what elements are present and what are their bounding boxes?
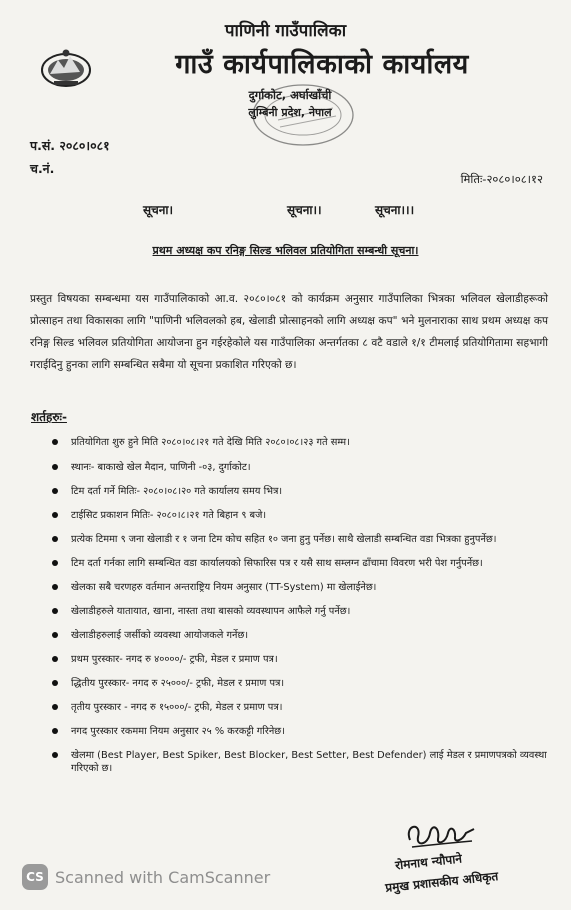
list-item [50,436,550,449]
condition-text: प्रथम पुरस्कार- नगद रु ४००००/- ट्रफी, मेडल र प्रमाण पत्र। [71,654,278,665]
condition-text: टाईसिट प्रकाशन मितिः- २०८०।८।२१ गते बिहान ९ बजे। [71,510,267,521]
notice-label-1: सूचना। [143,203,174,217]
list-item [50,533,550,546]
camscanner-logo-icon: CS [22,864,48,890]
signature-scribble-icon [400,815,480,855]
condition-text: खेलमा (Best Player, Best Spiker, Best Blocker, Best Setter, Best Defender) लाई मेडल र प्रमाणपत्रको व्यवस्था गरिएको छ। [71,750,547,774]
org-name: पाणिनी गाउँपालिका [224,21,347,41]
list-item [50,605,550,618]
condition-text: खेलाडीहरुलाई जर्सीको व्यवस्था आयोजकले गर्नेछ। [71,630,249,641]
bullet-icon [52,439,58,445]
condition-text: खेलाडीहरुले यातायात, खाना, नास्ता तथा बासको व्यवस्थापन आफैले गर्नु पर्नेछ। [71,606,351,617]
condition-text: खेलका सबै चरणहरु वर्तमान अन्तराष्ट्रिय नियम अनुसार (TT-System) मा खेलाईनेछ। [71,582,377,593]
office-seal-icon [248,80,358,150]
bullet-icon [52,536,58,542]
scanner-watermark [0,863,270,891]
dispatch-number: च.नं. [30,161,55,176]
signatory-title: प्रमुख प्रशासकीय अधिकृत [384,869,499,895]
condition-text: प्रत्येक टिममा ९ जना खेलाडी र १ जना टिम कोच सहित १० जना हुनु पर्नेछ। साथै खेलाडी सम्बन्धित वडा भित्रका हुनुपर्नेछ। [71,534,497,545]
conditions-heading: शर्तहरुः- [31,410,67,424]
address-line-2: लुम्बिनी प्रदेश, नेपाल [248,106,332,119]
list-item [50,749,550,775]
list-item [50,509,550,522]
list-item [50,461,550,474]
bullet-icon [52,464,58,470]
notice-body: प्रस्तुत विषयका सम्बन्धमा यस गाउँपालिकाको आ.व. २०८०।०८१ को कार्यक्रम अनुसार गाउँपालिका भित्रका भलिवल खेलाडीहरूको प्रोत्साहन तथा विकासका लागि "पाणिनी भलिवलको हब, खेलाडी प्रोत्साहनको लागि अध्यक्ष कप" भने मुलनाराका साथ प्रथम अध्यक्ष कप रनिङ्ग सिल्ड भलिवल प्रतियोगिता आयोजना हुन गईरहेकोले यस गाउँपालिका अन्तर्गतका ८ वटै वडाले १/१ टीमलाई प्रतियोगितामा सहभागी गराईदिनु हुनका लागि सम्बन्धित सबैमा यो सूचना प्रकाशित गरिएको छ। [30,293,548,371]
bullet-icon [52,584,58,590]
bullet-icon [52,656,58,662]
watermark-text: Scanned with CamScanner [55,867,271,887]
conditions-list [50,436,550,775]
list-item [50,557,550,570]
condition-text: टिम दर्ता गर्नका लागि सम्बन्धित वडा कार्यालयको सिफारिस पत्र र यसै साथ सम्लग्न ढाँचामा विवरण भरी पेश गर्नुपर्नेछ। [71,558,483,569]
reference-number: प.सं. २०८०।०८१ [30,138,110,153]
bullet-icon [52,512,58,518]
list-item [50,581,550,594]
list-item [50,725,550,738]
bullet-icon [52,632,58,638]
notice-label-3: सूचना।।। [375,203,415,217]
list-item [50,485,550,498]
bullet-icon [52,560,58,566]
bullet-icon [52,488,58,494]
nepal-emblem-icon [40,48,92,88]
notice-label-2: सूचना।। [287,203,322,217]
condition-text: टिम दर्ता गर्ने मितिः- २०८०।०८।२० गते कार्यालय समय भित्र। [71,486,283,497]
condition-text: तृतीय पुरस्कार - नगद रु १५०००/- ट्रफी, मेडल र प्रमाण पत्र। [71,702,283,713]
bullet-icon [52,680,58,686]
list-item [50,653,550,666]
bullet-icon [52,752,58,758]
bullet-icon [52,704,58,710]
bullet-icon [52,728,58,734]
issue-date: मितिः-२०८०।०८।१२ [460,172,543,186]
bullet-icon [52,608,58,614]
notice-subject: प्रथम अध्यक्ष कप रनिङ्ग सिल्ड भलिवल प्रतियोगिता सम्बन्धी सूचना। [152,244,419,257]
signatory-name: रोमनाथ न्यौपाने [394,851,463,873]
condition-text: प्रतियोगिता शुरु हुने मिति २०८०।०८।२१ गते देखि मिति २०८०।०८।२३ गते सम्म। [71,437,350,448]
office-name: गाउँ कार्यपालिकाको कार्यालय [175,49,469,80]
condition-text: स्थानः- बाकाखे खेल मैदान, पाणिनी -०३, दुर्गाकोट। [71,462,251,473]
condition-text: द्धितीय पुरस्कार- नगद रु २५०००/- ट्रफी, मेडल र प्रमाण पत्र। [71,678,285,689]
address-line-1: दुर्गाकोट, अर्घाखाँची [248,88,332,102]
list-item [50,629,550,642]
list-item [50,677,550,690]
condition-text: नगद पुरस्कार रकममा नियम अनुसार २५ % करकट्टी गरिनेछ। [71,726,285,737]
list-item [50,701,550,714]
